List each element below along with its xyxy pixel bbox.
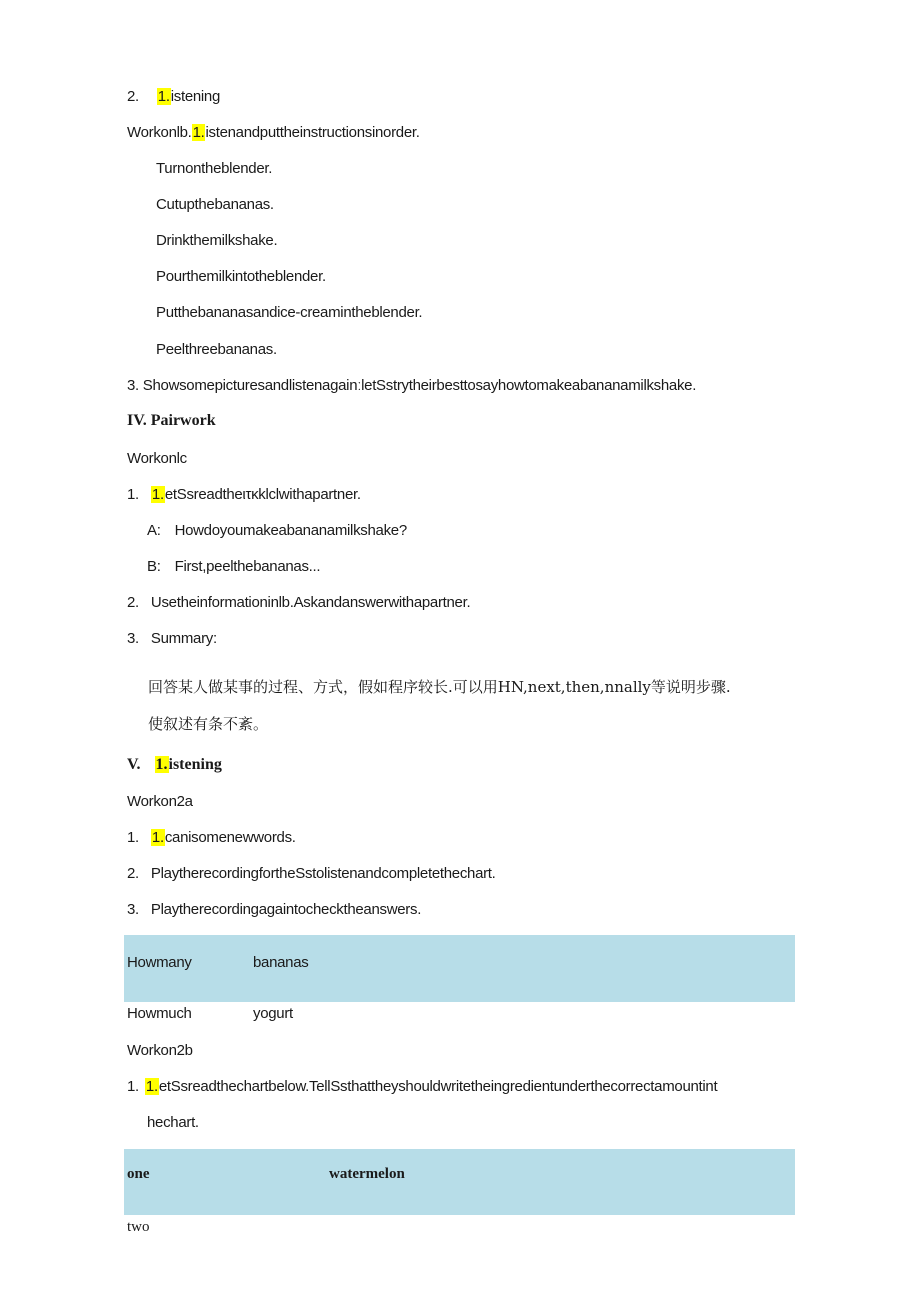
line-text: etSsreadthechartbelow.TellSsthattheyshouldwritetheingredientunderthecorrectamountint xyxy=(158,1078,718,1095)
line-text: Workonlb. xyxy=(127,124,192,141)
instruction-item: Turnontheblender. xyxy=(156,160,273,177)
instruction-item: Cutupthebananas. xyxy=(156,196,274,213)
line-continuation: hechart. xyxy=(147,1114,199,1131)
line-text: istening xyxy=(168,756,222,773)
line-show-pictures: 3. ShowsomepicturesandlistenagainːletSstrytheirbesttosayhowtomakeabananamilkshake. xyxy=(127,377,697,394)
section-heading-pairwork: IV. Pairwork xyxy=(127,412,216,429)
table-header-row xyxy=(124,935,795,1002)
list-number: 3. xyxy=(127,630,139,647)
line-listening xyxy=(127,87,220,107)
table-cell: two xyxy=(127,1219,150,1235)
summary-text: 使叙述有条不紊。 xyxy=(148,715,269,733)
speaker-label: B: xyxy=(147,558,161,575)
line-text: Playtherecordingagaintochecktheanswers. xyxy=(150,901,422,918)
list-item xyxy=(127,900,421,920)
highlight-mark: 1. xyxy=(192,124,205,141)
line-text: istening xyxy=(170,88,221,105)
table-cell: Howmuch xyxy=(127,1005,192,1022)
dialogue-line-a xyxy=(147,521,407,541)
list-number: 1. xyxy=(127,486,139,503)
table-header-row xyxy=(124,1149,795,1215)
list-item xyxy=(127,485,361,505)
line-text: istenandputtheinstructionsinorder. xyxy=(205,124,420,141)
instruction-item: Peelthreebananas. xyxy=(156,341,277,358)
list-number: 2. xyxy=(127,88,139,105)
list-number: 1. xyxy=(127,1078,139,1095)
table-cell: one xyxy=(127,1166,150,1182)
line-text: PlaytherecordingfortheSstolistenandcompletethechart. xyxy=(150,865,496,882)
list-number: 1. xyxy=(127,829,139,846)
list-number: 3. xyxy=(127,901,139,918)
highlight-mark: 1. xyxy=(151,829,164,846)
table-cell: yogurt xyxy=(253,1005,293,1022)
line-text: Summary: xyxy=(150,630,217,647)
section-heading-listening xyxy=(127,755,222,775)
line-text: canisomenewwords. xyxy=(164,829,296,846)
table-cell: watermelon xyxy=(329,1166,405,1182)
list-number: 2. xyxy=(127,594,139,611)
summary-text: 回答某人做某事的过程、方式，假如程序较长.可以用HN,next,then,nnally等说明步骤. xyxy=(148,678,731,696)
speaker-label: A: xyxy=(147,522,161,539)
list-item xyxy=(127,629,217,649)
section-number: V. xyxy=(127,756,141,773)
list-item xyxy=(127,828,296,848)
line-text: etSsreadtheιτκklclwithapartner. xyxy=(164,486,361,503)
line-text: Usetheinformationinlb.Askandanswerwithapartner. xyxy=(150,594,471,611)
instruction-item: Drinkthemilkshake. xyxy=(156,232,278,249)
instruction-item: Putthebananasandice-creamintheblender. xyxy=(156,304,423,321)
highlight-mark: 1. xyxy=(157,88,170,105)
list-item xyxy=(127,1077,717,1097)
list-item xyxy=(127,593,470,613)
instruction-item: Pourthemilkintotheblender. xyxy=(156,268,326,285)
line-text: Howdoyoumakeabananamilkshake? xyxy=(174,522,407,539)
list-item xyxy=(127,864,496,884)
dialogue-line-b xyxy=(147,557,320,577)
list-number: 2. xyxy=(127,865,139,882)
highlight-mark: 1. xyxy=(151,486,164,503)
highlight-mark: 1. xyxy=(155,756,168,773)
line-work-on-2b: Workon2b xyxy=(127,1042,193,1059)
line-text: First,peelthebananas... xyxy=(174,558,321,575)
line-work-on-1b xyxy=(127,123,420,143)
table-cell: bananas xyxy=(253,954,309,971)
line-work-on-1c: Workonlc xyxy=(127,450,187,467)
table-cell: Howmany xyxy=(127,954,192,971)
line-work-on-2a: Workon2a xyxy=(127,793,193,810)
highlight-mark: 1. xyxy=(145,1078,158,1095)
